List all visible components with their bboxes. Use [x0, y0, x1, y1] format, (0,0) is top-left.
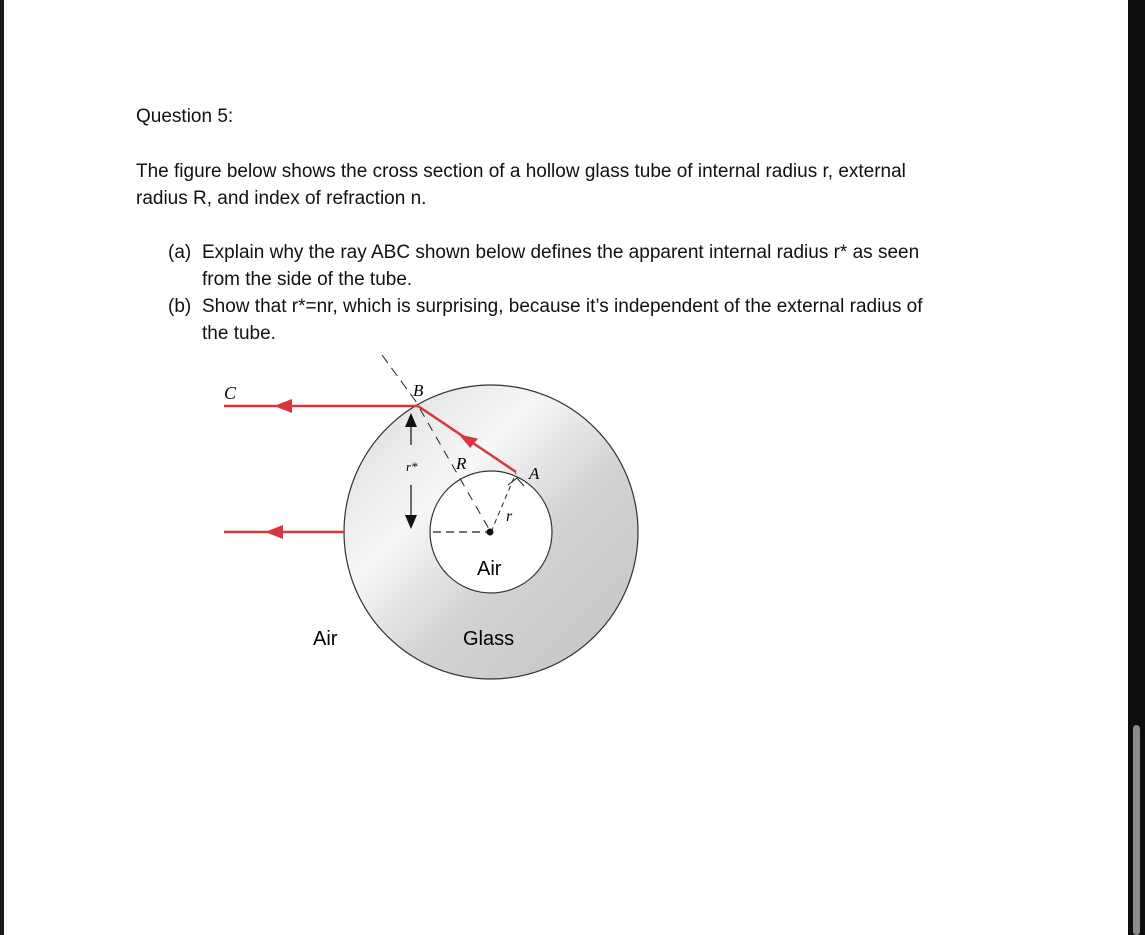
normal-line-outer [382, 355, 417, 403]
center-dot [487, 529, 494, 536]
question-parts [168, 239, 998, 347]
part-a-line-2: from the side of the tube. [202, 269, 413, 290]
label-r-star: r* [406, 459, 418, 474]
part-b-line-2: the tube. [202, 323, 276, 344]
scrollbar-thumb[interactable] [1133, 725, 1140, 935]
label-c: C [224, 383, 237, 403]
label-r-small: r [506, 508, 513, 525]
label-r-big: R [456, 454, 467, 473]
label-a: A [529, 464, 540, 483]
part-a-text [202, 239, 998, 293]
glass-tube-figure [204, 345, 664, 700]
document-page [4, 0, 1128, 935]
part-a [168, 239, 998, 293]
part-b-text [202, 293, 998, 347]
part-b-line-1: Show that r*=nr, which is surprising, because it’s independent of the external radius of [202, 296, 923, 317]
question-title: Question 5: [136, 106, 234, 127]
ray-lower-arrow [265, 525, 283, 539]
intro-line-1: The figure below shows the cross section of a hollow glass tube of internal radius r, external [136, 161, 906, 182]
figure-svg [204, 345, 664, 700]
intro-line-2: radius R, and index of refraction n. [136, 188, 427, 209]
ray-bc-arrow [274, 399, 292, 413]
label-air-outer: Air [313, 628, 338, 650]
label-air-inner: Air [477, 558, 502, 580]
label-b: B [413, 381, 424, 400]
part-a-line-1: Explain why the ray ABC shown below defines the apparent internal radius r* as seen [202, 242, 920, 263]
question-intro [136, 158, 996, 212]
part-a-label: (a) [168, 242, 192, 263]
part-b [168, 293, 998, 347]
part-b-label: (b) [168, 296, 192, 317]
label-glass: Glass [463, 628, 515, 650]
